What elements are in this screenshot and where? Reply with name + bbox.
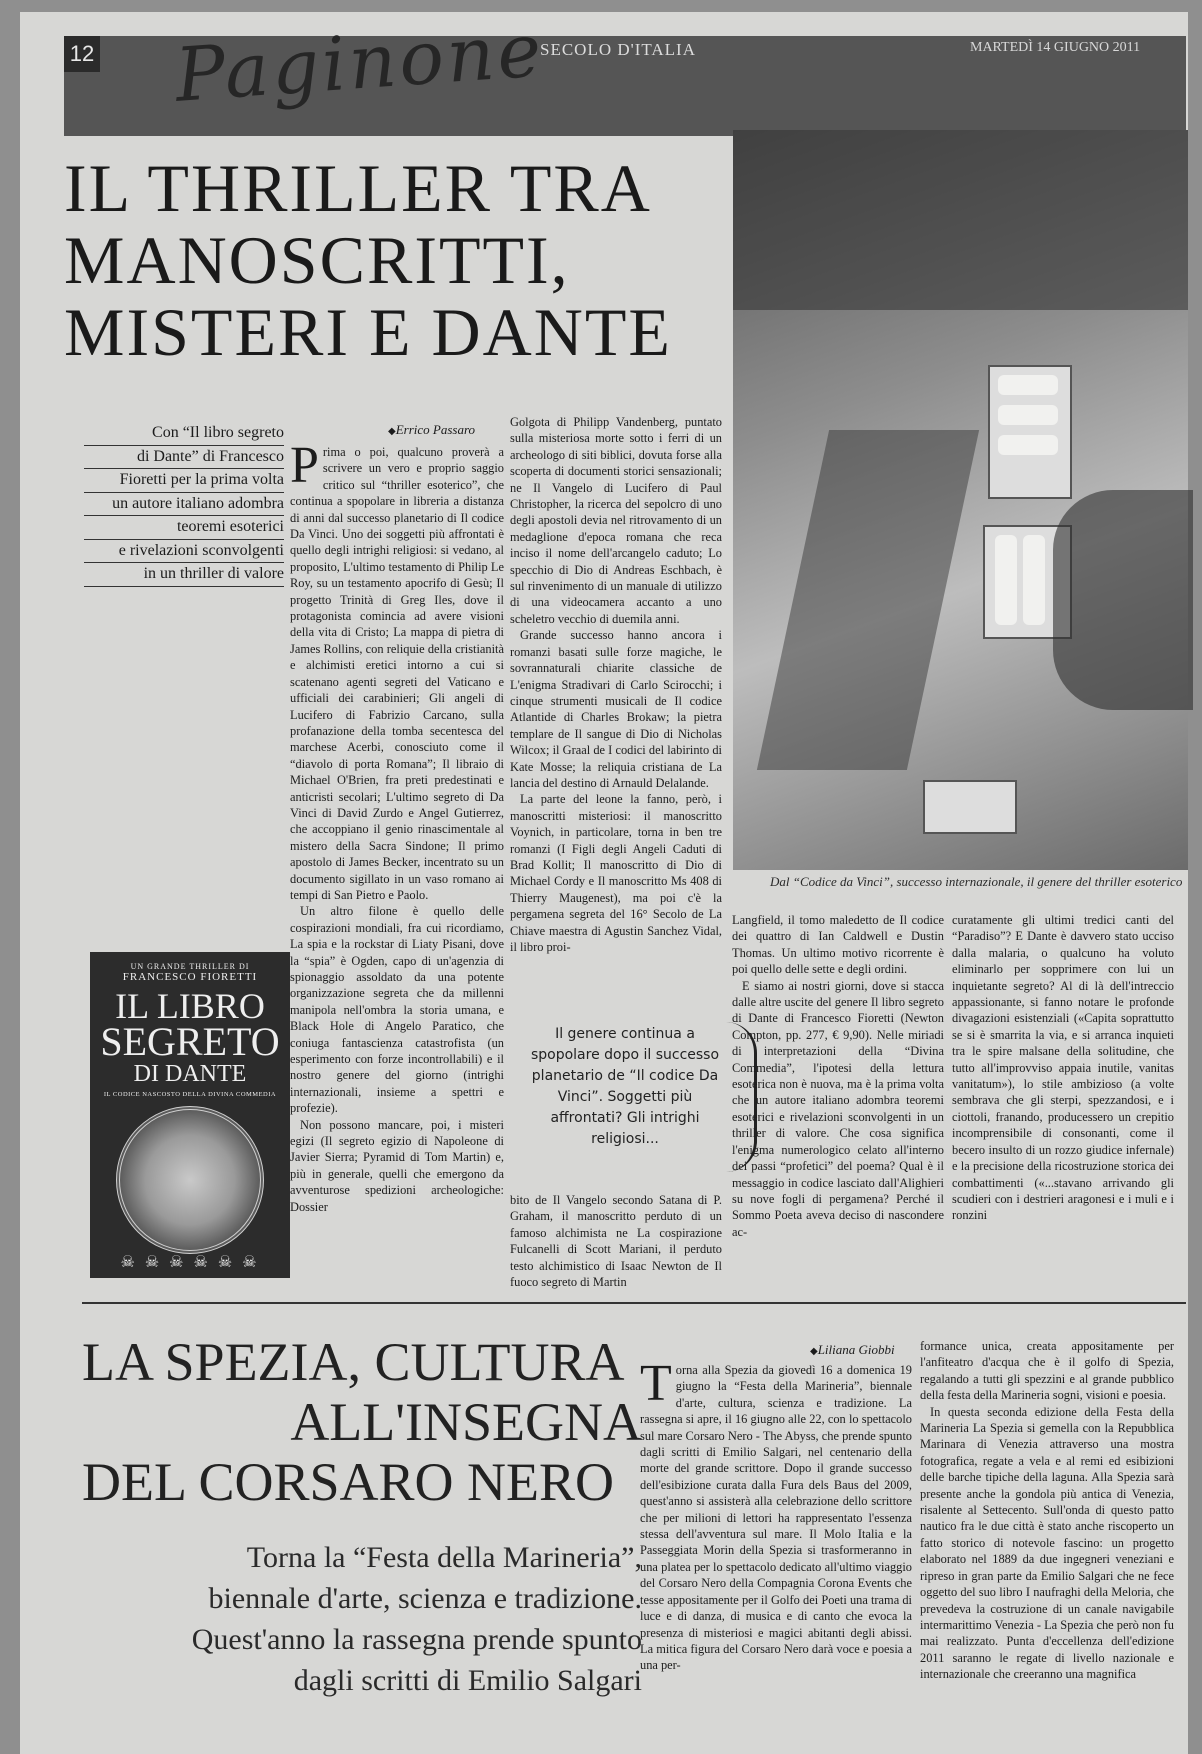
second-headline xyxy=(82,1332,642,1512)
drop-cap: P xyxy=(290,437,319,494)
cover-subtitle: IL CODICE NASCOSTO DELLA DIVINA COMMEDIA xyxy=(103,1091,277,1098)
headline xyxy=(64,152,734,368)
cover-series: UN GRANDE THRILLER DI xyxy=(130,962,250,971)
deck-line: Quest'anno la rassegna prende spunto xyxy=(191,1623,642,1656)
article-column-1 xyxy=(290,437,504,1284)
article-column-3 xyxy=(732,912,944,1284)
cover-title: DI DANTE xyxy=(133,1061,247,1087)
second-column-1 xyxy=(640,1355,912,1742)
column-text: formance unica, creata appositamente per l'anfiteatro d'acqua che è il golfo di Spezia, regalando a tutti gli spezzini e al grande pubblico della festa della Marineria sogni, visioni e poesia. xyxy=(920,1339,1174,1403)
byline: ◆ Errico Passaro xyxy=(388,422,475,438)
headline-line: MISTERI E DANTE xyxy=(64,294,672,370)
column-text: Grande successo hanno ancora i romanzi basati sulle forze magiche, le sovrannaturali chiarite classiche de L'enigma Stradivari di Carlo Scirocchi; i cinque strumenti musicali de Il codice Atlantide di Charles Brokaw; la pietra templare de Il sangue di Dio di Nicholas Wilcox; il Graal de I codici del labirinto di Kate Mosse; la reliquia cristiana de La lancia del destino di Arnauld Delalande. xyxy=(510,628,722,790)
deck-line: e rivelazioni sconvolgenti xyxy=(84,540,284,564)
cover-title: IL LIBRO xyxy=(115,986,265,1026)
masthead: SECOLO D'ITALIA xyxy=(540,40,696,59)
article-column-4 xyxy=(952,912,1174,1284)
newspaper-page xyxy=(20,7,1188,1754)
headline-line: IL THRILLER TRA xyxy=(64,150,652,226)
column-text: curatamente gli ultimi tredici canti del “Paradiso”? E Dante è davvero stato ucciso dalla malaria, o qualcuno ha voluto eliminarlo per sopprimere con lui un inquietante segreto? Al di là dell'intreccio appassionante, si fanno notare le profonde divagazioni esistenziali («Capita soprattutto se si è smarrita la via, e si arranca inquieti tra le spire malsane della solitudine, che tutto all'improvviso appaia inutile, vanitas vanitatum»), lo stile ambizioso (a volte sembrava che gli sterpi, spezzandosi, e i ciottoli, franando, producessero un crepitio incomprensibile di consonanti, come il becero insulto di un rozzo giudice infernale) e la precisione della ricostruzione storica dei combattimenti («...stavano arrivando gli scudieri con i destrieri aragonesi e i muli e i ronzini xyxy=(952,913,1174,1223)
second-deck xyxy=(82,1537,642,1701)
byline: ◆ Liliana Giobbi xyxy=(810,1342,895,1358)
column-text: Non possono mancare, poi, i misteri egizi (Il segreto egizio di Napoleone di Javier Sierra; Pyramid di Tom Martin) e, più in generale, quelli che emergono da avventurose spedizioni archeologiche: Dossier xyxy=(290,1117,504,1214)
cover-title: SEGRETO xyxy=(100,1019,280,1064)
headline-line: LA SPEZIA, CULTURA xyxy=(82,1332,625,1392)
deck-line: teoremi esoterici xyxy=(84,516,284,540)
deck-line: in un thriller di valore xyxy=(84,563,284,587)
headline-line: ALL'INSEGNA xyxy=(290,1392,642,1452)
article-column-2-end xyxy=(510,1192,722,1290)
column-text: Golgota di Philipp Vandenberg, puntato sulla misteriosa morte sotto i ferri di un archeologo di siti biblici, dovuta forse alla scoperta di documenti storici sensazionali; ne Il Vangelo di Lucifero di Paul Christopher, la ricerca del sepolcro di uno degli apostoli devia nel ritrovamento di un medaglione d'epoca romana che reca inciso il nome dell'arcangelo caduto; Lo specchio di Dio di Andreas Eschbach, è sul rinvenimento di un manuale di utilizzo di una videocamera accanto a uno scheletro vecchio di duemila anni. xyxy=(510,415,722,626)
issue-date: MARTEDÌ 14 GIUGNO 2011 xyxy=(970,40,1141,55)
second-column-2 xyxy=(920,1338,1174,1742)
headline-line: MANOSCRITTI, xyxy=(64,222,570,298)
photo-caption: Dal “Codice da Vinci”, successo internazionale, il genere del thriller esoterico xyxy=(770,874,1183,889)
article-deck xyxy=(84,422,284,587)
deck-line: biennale d'arte, scienza e tradizione. xyxy=(208,1582,642,1615)
column-text: rima o poi, qualcuno proverà a scrivere un vero e proprio saggio critico sul “thriller esoterico”, che continua a spopolare in libreria a distanza di anni dal successo planetario di Il codice Da Vinci. Uno dei soggetti più affrontati è quello degli intrighi religiosi: si vedano, al proposito, L'ultimo testamento di Philip Le Roy, su un testamento apocrifo di Gesù; Il progetto Trinità di Greg Iles, dove il protagonista comincia ad avere visioni della vita di Cristo; La mappa di pietra di James Rollins, con reliquie della cristianità e alchimisti eretici intorno a cui si scatenano agenti segreti del Vaticano e ufficiali dei carabinieri; Gli angeli di Lucifero di Fabrizio Carcano, sulla profanazione della tomba secentesca del marchese Acerbi, conosciuto come il “diavolo di porta Romana”; Il libraio di Michael O'Brien, fra preti predestinati e anticristi secolari; L'ultimo segreto di Da Vinci di David Zurdo e Angel Gutierrez, che accoppiano il genio rinascimentale al mistero della Sacra Sindone; Il primo apostolo di James Becker, incentrato su un documento sigillato in un vaso romano ai tempi di San Pietro e Paolo. xyxy=(290,445,504,902)
column-text: In questa seconda edizione della Festa della Marineria La Spezia si gemella con la Repubblica Marinara di Venezia attraverso una mostra fotografica, regate a vela e al remi ed esibizioni delle barche tipiche della laguna. Alla Spezia sarà presente anche la gondola più antica di Venezia, risalente al Settecento. Sull'onda di questo patto nautico fra le due città è stato anche riscoperto un fatto storico di notevole fascino: un progetto elaborato nel 1889 da due ingegneri veneziani e ripreso in gran parte da Emilio Salgari che ne fece oggetto del suo libro I naufraghi della Meloria, che prevedeva la costruzione di un canale navigabile intermarittimo Venezia - La Spezia che però non fu mai realizzato. Punta d'eccellenza dell'edizione 2011 saranno le regate di livello nazionale e internazionale che creeranno una magnifica xyxy=(920,1404,1174,1682)
pull-quote: Il genere continua a spopolare dopo il successo planetario de “Il codice Da Vinci”. Soggetti più affrontati? Gli intrighi religiosi... xyxy=(530,1026,720,1147)
page-number: 12 xyxy=(64,36,100,72)
deck-line: Torna la “Festa della Marineria”, xyxy=(246,1541,642,1574)
book-cover-image xyxy=(90,952,290,1278)
deck-line: Con “Il libro segreto xyxy=(84,422,284,446)
column-text: bito de Il Vangelo secondo Satana di P. Graham, il manoscritto perduto di un famoso alchimista ne La cospirazione Fulcanelli di Scott Mariani, il perduto testo alchimistico di Isaac Newton de Il fuoco segreto di Martin xyxy=(510,1193,722,1290)
deck-line: dagli scritti di Emilio Salgari xyxy=(293,1664,642,1697)
deck-line: di Dante” di Francesco xyxy=(84,446,284,470)
drop-cap: T xyxy=(640,1355,672,1412)
section-title: Paginone xyxy=(172,7,547,119)
headline-line: DEL CORSARO NERO xyxy=(82,1452,615,1512)
cover-medallion-icon xyxy=(116,1106,264,1254)
article-photo xyxy=(733,130,1188,870)
column-text: La parte del leone la fanno, però, i manoscritti misteriosi: il manoscritto Voynich, in particolare, torna in ben tre romanzi (I Figli degli Angeli Caduti di Brad Kollit; Il manoscritto di Dio di Michael Cordy e Il manoscritto Ms 408 di Thierry Maugenest), ma poi c'è la pergamena segreta del 16° Secolo de La Chiave maestra di Agustin Sanchez Vidal, il libro proi- xyxy=(510,792,722,954)
article-column-2 xyxy=(510,414,722,1014)
column-text: E siamo ai nostri giorni, dove si stacca dalle altre uscite del genere Il libro segreto di Dante di Francesco Fioretti (Newton Compton, pp. 277, € 9,90). Nelle miriadi di interpretazioni della “Divina Commedia”, l'ipotesi della lettura esoterica non è nuova, ma è la prima volta che un autore italiano adombra teoremi esoterici e rivelazioni sconvolgenti in un thriller di valore. Che cosa significa l'enigma numerologico celato all'interno dei passi “profetici” del poema? Qual è il messaggio in codice lasciato dall'Alighieri su nove fogli di pergamena? Perché il Sommo Poeta aveva deciso di nascondere ac- xyxy=(732,978,944,1239)
deck-line: Fioretti per la prima volta xyxy=(84,469,284,493)
skull-row-icon: ☠ ☠ ☠ ☠ ☠ ☠ xyxy=(120,1254,260,1271)
column-text: Langfield, il tomo maledetto de Il codice dei quattro di Ian Caldwell e Dustin Thomas. Un ultimo motivo ricorrente è poi quello delle sette e degli ordini. xyxy=(732,913,944,977)
column-text: orna alla Spezia da giovedì 16 a domenica 19 giugno la “Festa della Marineria”, biennale d'arte, cultura, scienza e tradizione. La rassegna si apre, il 16 giugno alle 22, con lo spettacolo sul mare Corsaro Nero - The Abyss, che prende spunto dagli scritti di Emilio Salgari, nel centenario della morte del grande scrittore. Dopo il grande successo dell'esibizione curata dalla Fura dels Baus del 2009, quest'anno si assisterà alla celebrazione dello scrittore che per milioni di lettori ha rappresentato l'essenza stessa dell'avventura sul mare. Il Molo Italia e la Passeggiata Morin della Spezia si trasformeranno in una platea per lo spettacolo dedicato all'ultimo viaggio del Corsaro Nero della Compagnia Corona Events che tesse appositamente per il Golfo dei Poeti una trama di luce e di danza, di musica e di canto che evoca la presenza di misteriosi e magici abitanti degli abissi. La mitica figura del Corsaro Nero darà voce e poesia a una per- xyxy=(640,1363,912,1673)
section-divider xyxy=(82,1302,1186,1304)
deck-line: un autore italiano adombra xyxy=(84,493,284,517)
column-text: Un altro filone è quello delle cospirazioni mondiali, fra cui ricordiamo, La spia e la rockstar di Liaty Pisani, dove la “spia” è Ogden, capo di un'agenzia di spionaggio assoldato da una potente organizzazione segreta che da millenni manipola nell'ombra la storia umana, e Black Hole di Angelo Paratico, che coniuga fantascienza catastrofista (un esperimento con forze incontrollabili) e il nostro genere del giorno (intrighi internazionali, insieme a spettri e profezie). xyxy=(290,904,504,1116)
cover-author: FRANCESCO FIORETTI xyxy=(122,971,258,983)
